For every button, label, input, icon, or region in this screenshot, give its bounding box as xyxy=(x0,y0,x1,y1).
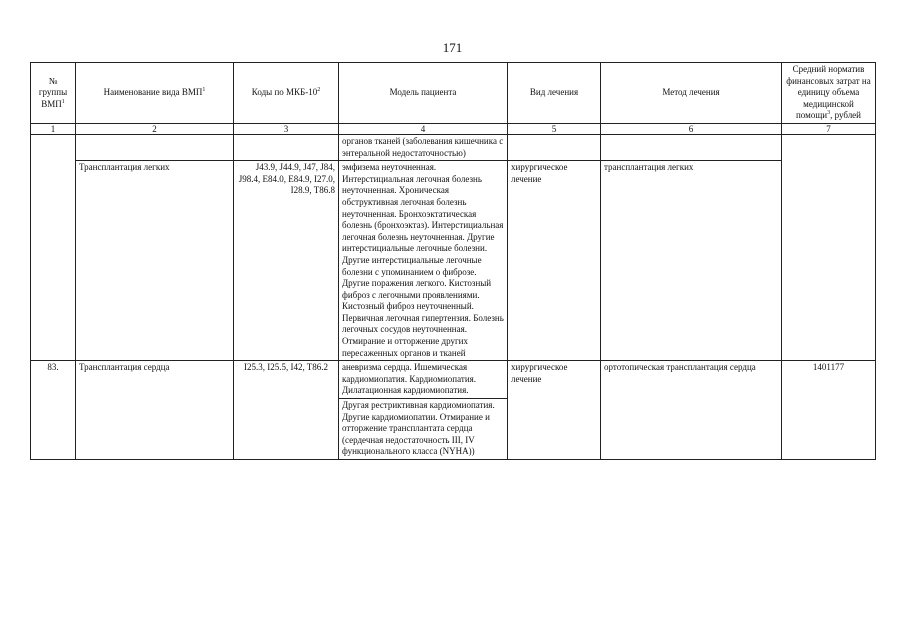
column-number: 5 xyxy=(508,123,601,134)
method-cell xyxy=(601,134,782,160)
cost-cell: 1401177 xyxy=(782,361,876,460)
table-row-heart xyxy=(31,361,876,399)
model-cell: Другая рестриктивная кардиомиопатия. Другие кардиомиопатии. Отмирание и отторжение трансплантата сердца (сердечная недостаточность III, IV функционального класса (NYHA)) xyxy=(339,399,508,460)
column-number: 6 xyxy=(601,123,782,134)
column-number: 2 xyxy=(76,123,234,134)
header-treatment-method: Метод лечения xyxy=(601,63,782,124)
column-number: 3 xyxy=(234,123,339,134)
header-vmp-name: Наименование вида ВМП$^1$ xyxy=(76,63,234,124)
name-cell: Трансплантация сердца xyxy=(76,361,234,460)
codes-cell: J43.9, J44.9, J47, J84, J98.4, E84.0, E84.9, I27.0, I28.9, T86.8 xyxy=(234,161,339,361)
header-treatment-type: Вид лечения xyxy=(508,63,601,124)
cost-cell xyxy=(782,134,876,160)
treatment-type-cell: хирургическое лечение xyxy=(508,161,601,361)
header-icd-codes: Коды по МКБ-$10^2$ xyxy=(234,63,339,124)
header-patient-model: Модель пациента xyxy=(339,63,508,124)
treatment-type-cell: хирургическое лечение xyxy=(508,361,601,460)
column-number: 4 xyxy=(339,123,508,134)
cost-cell xyxy=(782,161,876,361)
group-cell xyxy=(31,134,76,160)
model-cell: эмфизема неуточненная. Интерстициальная легочная болезнь неуточненная. Хроническая обструктивная легочная болезнь неуточненная. Бронхоэктатическая болезнь (бронхоэктаз). Интерстициальная легочная болезнь неуточненная. Другие интерстициальные легочные болезни. Другие интерстициальные легочные болезни с упоминанием о фиброзе. Другие поражения легкого. Кистозный фиброз с легочными проявлениями. Кистозный фиброз неуточненный. Первичная легочная гипертензия. Болезнь легочных сосудов неуточненная. Отмирание и отторжение других пересаженных органов и тканей xyxy=(339,161,508,361)
codes-cell: I25.3, I25.5, I42, T86.2 xyxy=(234,361,339,460)
header-group-number: № группы ВМП$^1$ xyxy=(31,63,76,124)
column-number: 7 xyxy=(782,123,876,134)
table-row-lung xyxy=(31,161,876,361)
group-cell xyxy=(31,161,76,361)
model-cell: аневризма сердца. Ишемическая кардиомиопатия. Кардиомиопатия. Дилатационная кардиомиопатия. xyxy=(339,361,508,399)
page-number: 171 xyxy=(442,40,463,55)
group-cell: 83. xyxy=(31,361,76,460)
name-cell xyxy=(76,134,234,160)
header-row xyxy=(31,63,876,124)
codes-cell xyxy=(234,134,339,160)
vmp-table xyxy=(30,62,876,460)
column-number-row xyxy=(31,123,876,134)
name-cell: Трансплантация легких xyxy=(76,161,234,361)
column-number: 1 xyxy=(31,123,76,134)
treatment-type-cell xyxy=(508,134,601,160)
header-cost-norm: Средний норматив финансовых затрат на единицу объема медицинской помощи$^3$, рублей xyxy=(782,63,876,124)
table-row-continued xyxy=(31,134,876,160)
method-cell: трансплантация легких xyxy=(601,161,782,361)
method-cell: ортотопическая трансплантация сердца xyxy=(601,361,782,460)
model-cell: органов тканей (заболевания кишечника с энтеральной недостаточностью) xyxy=(339,134,508,160)
